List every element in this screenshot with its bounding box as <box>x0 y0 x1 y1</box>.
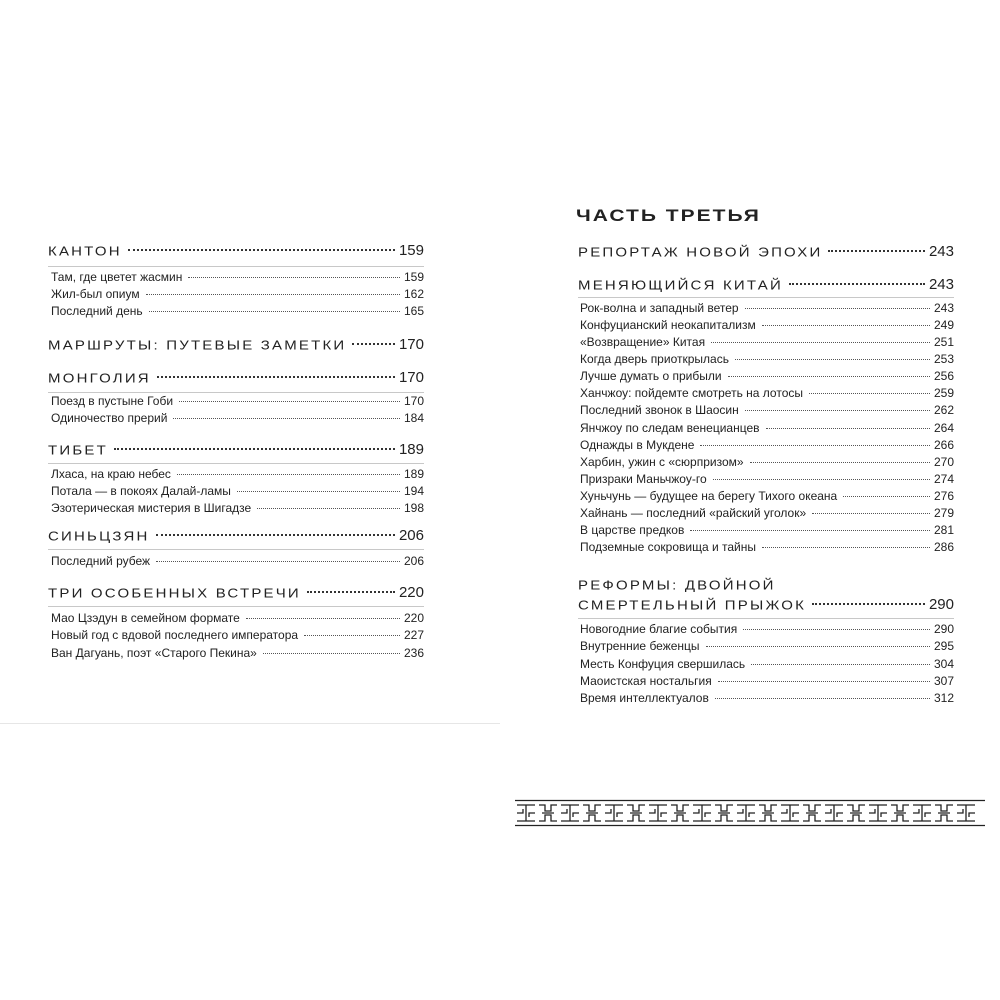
dot-leader <box>179 400 400 402</box>
fret-motif <box>627 805 645 821</box>
toc-entry[interactable] <box>580 421 954 435</box>
page-number: 262 <box>933 403 954 417</box>
toc-entry[interactable] <box>51 628 424 642</box>
toc-entry[interactable] <box>580 639 954 653</box>
fret-motif <box>759 805 777 821</box>
page-number: 162 <box>403 287 424 301</box>
toc-entry[interactable] <box>580 318 954 332</box>
dot-leader <box>257 507 400 509</box>
fret-motif <box>847 805 865 821</box>
toc-title: Ван Дагуань, поэт «Старого Пекина» <box>51 646 257 660</box>
page-number: 206 <box>403 554 424 568</box>
page-number: 220 <box>403 611 424 625</box>
page-number: 206 <box>398 527 424 544</box>
page-number: 281 <box>933 523 954 537</box>
toc-heading-reformy-line1[interactable] <box>578 576 954 593</box>
dot-leader <box>745 409 930 411</box>
fret-motif <box>825 805 843 821</box>
toc-entry[interactable] <box>580 523 954 537</box>
toc-title: Одиночество прерий <box>51 411 168 425</box>
toc-title: Эзотерическая мистерия в Шигадзе <box>51 501 252 515</box>
section-divider <box>48 549 424 550</box>
fret-motif <box>935 805 953 821</box>
dot-leader <box>352 342 395 345</box>
toc-entry[interactable] <box>580 403 954 417</box>
dot-leader <box>809 392 930 394</box>
toc-entry[interactable] <box>51 554 424 568</box>
section-divider <box>48 392 424 393</box>
toc-title: Подземные сокровища и тайны <box>580 540 756 554</box>
toc-title: Там, где цветет жасмин <box>51 270 183 284</box>
section-divider <box>578 618 954 619</box>
toc-title: Потала — в покоях Далай-ламы <box>51 484 231 498</box>
dot-leader <box>728 375 930 377</box>
toc-title: РЕПОРТАЖ НОВОЙ ЭПОХИ <box>578 245 823 260</box>
page-number: 170 <box>398 369 424 386</box>
toc-title: Поезд в пустыне Гоби <box>51 394 174 408</box>
dot-leader <box>177 473 400 475</box>
toc-title: Лучше думать о прибыли <box>580 369 722 383</box>
dot-leader <box>750 461 930 463</box>
dot-leader <box>715 697 930 699</box>
page-number: 170 <box>398 336 424 353</box>
toc-entry[interactable] <box>51 467 424 481</box>
toc-title: В царстве предков <box>580 523 685 537</box>
section-divider <box>48 606 424 607</box>
page-number: 253 <box>933 352 954 366</box>
dot-leader <box>762 546 930 548</box>
toc-entry[interactable] <box>51 501 424 515</box>
toc-title: СИНЬЦЗЯН <box>48 529 150 544</box>
toc-entry[interactable] <box>580 455 954 469</box>
toc-heading-menyayushchiysya-kitay[interactable] <box>578 276 954 293</box>
fret-motif <box>671 805 689 821</box>
page-number: 249 <box>933 318 954 332</box>
toc-title: «Возвращение» Китая <box>580 335 706 349</box>
fret-motif <box>869 805 887 821</box>
toc-title: Лхаса, на краю небес <box>51 467 171 481</box>
toc-title: Хайнань — последний «райский уголок» <box>580 506 807 520</box>
page-number: 274 <box>933 472 954 486</box>
toc-heading-kanton[interactable] <box>48 242 424 259</box>
fret-motif <box>583 805 601 821</box>
page-number: 194 <box>403 484 424 498</box>
toc-title: Последний звонок в Шаосин <box>580 403 739 417</box>
page-number: 279 <box>933 506 954 520</box>
fret-motif <box>539 805 557 821</box>
toc-title: ТИБЕТ <box>48 443 108 458</box>
fret-motif <box>781 805 799 821</box>
page-number: 159 <box>398 242 424 259</box>
dot-leader <box>149 310 400 312</box>
fret-motif <box>803 805 821 821</box>
dot-leader <box>304 634 400 636</box>
page-number: 312 <box>933 691 954 705</box>
page-number: 236 <box>403 646 424 660</box>
dot-leader <box>713 478 930 480</box>
toc-title: Когда дверь приоткрылась <box>580 352 729 366</box>
page-number: 243 <box>928 243 954 260</box>
page-number: 276 <box>933 489 954 503</box>
toc-heading-xinjiang[interactable] <box>48 527 424 544</box>
section-divider <box>48 463 424 464</box>
toc-heading-tibet[interactable] <box>48 441 424 458</box>
page-number: 251 <box>933 335 954 349</box>
toc-heading-tri-vstrechi[interactable] <box>48 584 424 601</box>
toc-title: Однажды в Мукдене <box>580 438 695 452</box>
dot-leader <box>743 628 930 630</box>
toc-entry[interactable] <box>51 484 424 498</box>
toc-entry[interactable] <box>580 369 954 383</box>
toc-entry[interactable] <box>580 386 954 400</box>
toc-entry[interactable] <box>580 622 954 636</box>
part-title: ЧАСТЬ ТРЕТЬЯ <box>576 206 761 226</box>
toc-heading-mongolia[interactable] <box>48 369 424 386</box>
toc-entry[interactable] <box>51 611 424 625</box>
toc-heading-reportazh[interactable] <box>578 243 954 260</box>
toc-entry[interactable] <box>51 394 424 408</box>
page-number: 243 <box>928 276 954 293</box>
toc-entry[interactable] <box>580 301 954 315</box>
toc-title: СМЕРТЕЛЬНЫЙ ПРЫЖОК <box>578 598 807 613</box>
toc-entry[interactable] <box>51 287 424 301</box>
dot-leader <box>246 617 400 619</box>
toc-title: Внутренние беженцы <box>580 639 700 653</box>
page-number: 165 <box>403 304 424 318</box>
dot-leader <box>156 533 395 536</box>
fret-motif <box>517 805 535 821</box>
toc-entry[interactable] <box>580 335 954 349</box>
page-number: 189 <box>403 467 424 481</box>
toc-title: Новый год с вдовой последнего императора <box>51 628 299 642</box>
fret-motif <box>957 805 975 821</box>
dot-leader <box>237 490 400 492</box>
toc-entry[interactable] <box>51 646 424 660</box>
dot-leader <box>812 512 930 514</box>
toc-title: РЕФОРМЫ: ДВОЙНОЙ <box>578 578 776 593</box>
toc-entry[interactable] <box>580 352 954 366</box>
page-number: 243 <box>933 301 954 315</box>
toc-title: Месть Конфуция свершилась <box>580 657 746 671</box>
section-divider <box>48 266 424 267</box>
toc-title: МАРШРУТЫ: ПУТЕВЫЕ ЗАМЕТКИ <box>48 338 347 353</box>
toc-heading-marshruty[interactable] <box>48 336 424 353</box>
page-number: 307 <box>933 674 954 688</box>
page-number: 295 <box>933 639 954 653</box>
page-number: 189 <box>398 441 424 458</box>
fret-motif <box>891 805 909 821</box>
dot-leader <box>711 341 930 343</box>
fret-motif <box>715 805 733 821</box>
fret-motif <box>913 805 931 821</box>
toc-title: Жил-был опиум <box>51 287 140 301</box>
toc-entry[interactable] <box>580 438 954 452</box>
page-number: 264 <box>933 421 954 435</box>
page-number: 256 <box>933 369 954 383</box>
dot-leader <box>789 282 925 285</box>
page-number: 220 <box>398 584 424 601</box>
fret-motif <box>605 805 623 821</box>
page-number: 170 <box>403 394 424 408</box>
toc-title: Время интеллектуалов <box>580 691 709 705</box>
toc-title: Новогодние благие события <box>580 622 738 636</box>
dot-leader <box>735 358 930 360</box>
dot-leader <box>188 276 400 278</box>
dot-leader <box>843 495 930 497</box>
toc-title: Конфуцианский неокапитализм <box>580 318 756 332</box>
toc-title: Призраки Маньчжоу-го <box>580 472 707 486</box>
dot-leader <box>157 375 395 378</box>
page-number: 266 <box>933 438 954 452</box>
dot-leader <box>766 427 930 429</box>
toc-entry[interactable] <box>580 506 954 520</box>
dot-leader <box>762 324 930 326</box>
toc-title: ТРИ ОСОБЕННЫХ ВСТРЕЧИ <box>48 586 301 601</box>
fret-motif <box>693 805 711 821</box>
toc-entry[interactable] <box>51 411 424 425</box>
dot-leader <box>128 248 395 251</box>
toc-entry[interactable] <box>51 304 424 318</box>
page-number: 286 <box>933 540 954 554</box>
page-number: 290 <box>933 622 954 636</box>
toc-title: МЕНЯЮЩИЙСЯ КИТАЙ <box>578 278 783 293</box>
dot-leader <box>751 663 930 665</box>
page-number: 304 <box>933 657 954 671</box>
dot-leader <box>690 529 930 531</box>
fret-motif <box>649 805 667 821</box>
left-page <box>0 130 500 724</box>
toc-heading-reformy-line2[interactable] <box>578 596 954 613</box>
toc-title: КАНТОН <box>48 244 122 259</box>
chinese-fret-border-icon <box>515 799 985 827</box>
toc-entry[interactable] <box>51 270 424 284</box>
fret-motif <box>737 805 755 821</box>
dot-leader <box>706 645 930 647</box>
toc-title: МОНГОЛИЯ <box>48 371 151 386</box>
toc-entry[interactable] <box>580 691 954 705</box>
dot-leader <box>156 560 400 562</box>
dot-leader <box>718 680 930 682</box>
toc-title: Хуньчунь — будущее на берегу Тихого океана <box>580 489 838 503</box>
right-page <box>499 130 1000 723</box>
toc-entry[interactable] <box>580 540 954 554</box>
toc-entry[interactable] <box>580 674 954 688</box>
dot-leader <box>745 307 930 309</box>
page-number: 290 <box>928 596 954 613</box>
page-number: 259 <box>933 386 954 400</box>
page-number: 270 <box>933 455 954 469</box>
page-number: 227 <box>403 628 424 642</box>
toc-title: Янчжоу по следам венецианцев <box>580 421 760 435</box>
dot-leader <box>263 652 400 654</box>
toc-title: Последний рубеж <box>51 554 151 568</box>
toc-entry[interactable] <box>580 472 954 486</box>
dot-leader <box>700 444 930 446</box>
dot-leader <box>114 447 395 450</box>
toc-entry[interactable] <box>580 657 954 671</box>
dot-leader <box>812 602 925 605</box>
dot-leader <box>173 417 400 419</box>
toc-title: Ханчжоу: пойдемте смотреть на лотосы <box>580 386 803 400</box>
page-number: 159 <box>403 270 424 284</box>
toc-title: Последний день <box>51 304 143 318</box>
toc-title: Маоистская ностальгия <box>580 674 712 688</box>
fret-motif <box>561 805 579 821</box>
section-divider <box>578 297 954 298</box>
toc-title: Мао Цзэдун в семейном формате <box>51 611 240 625</box>
toc-title: Рок-волна и западный ветер <box>580 301 739 315</box>
toc-title: Харбин, ужин с «сюрпризом» <box>580 455 744 469</box>
dot-leader <box>146 293 400 295</box>
dot-leader <box>828 249 925 252</box>
toc-entry[interactable] <box>580 489 954 503</box>
dot-leader <box>307 590 395 593</box>
fret-pattern <box>515 799 985 827</box>
page-number: 184 <box>403 411 424 425</box>
page-number: 198 <box>403 501 424 515</box>
